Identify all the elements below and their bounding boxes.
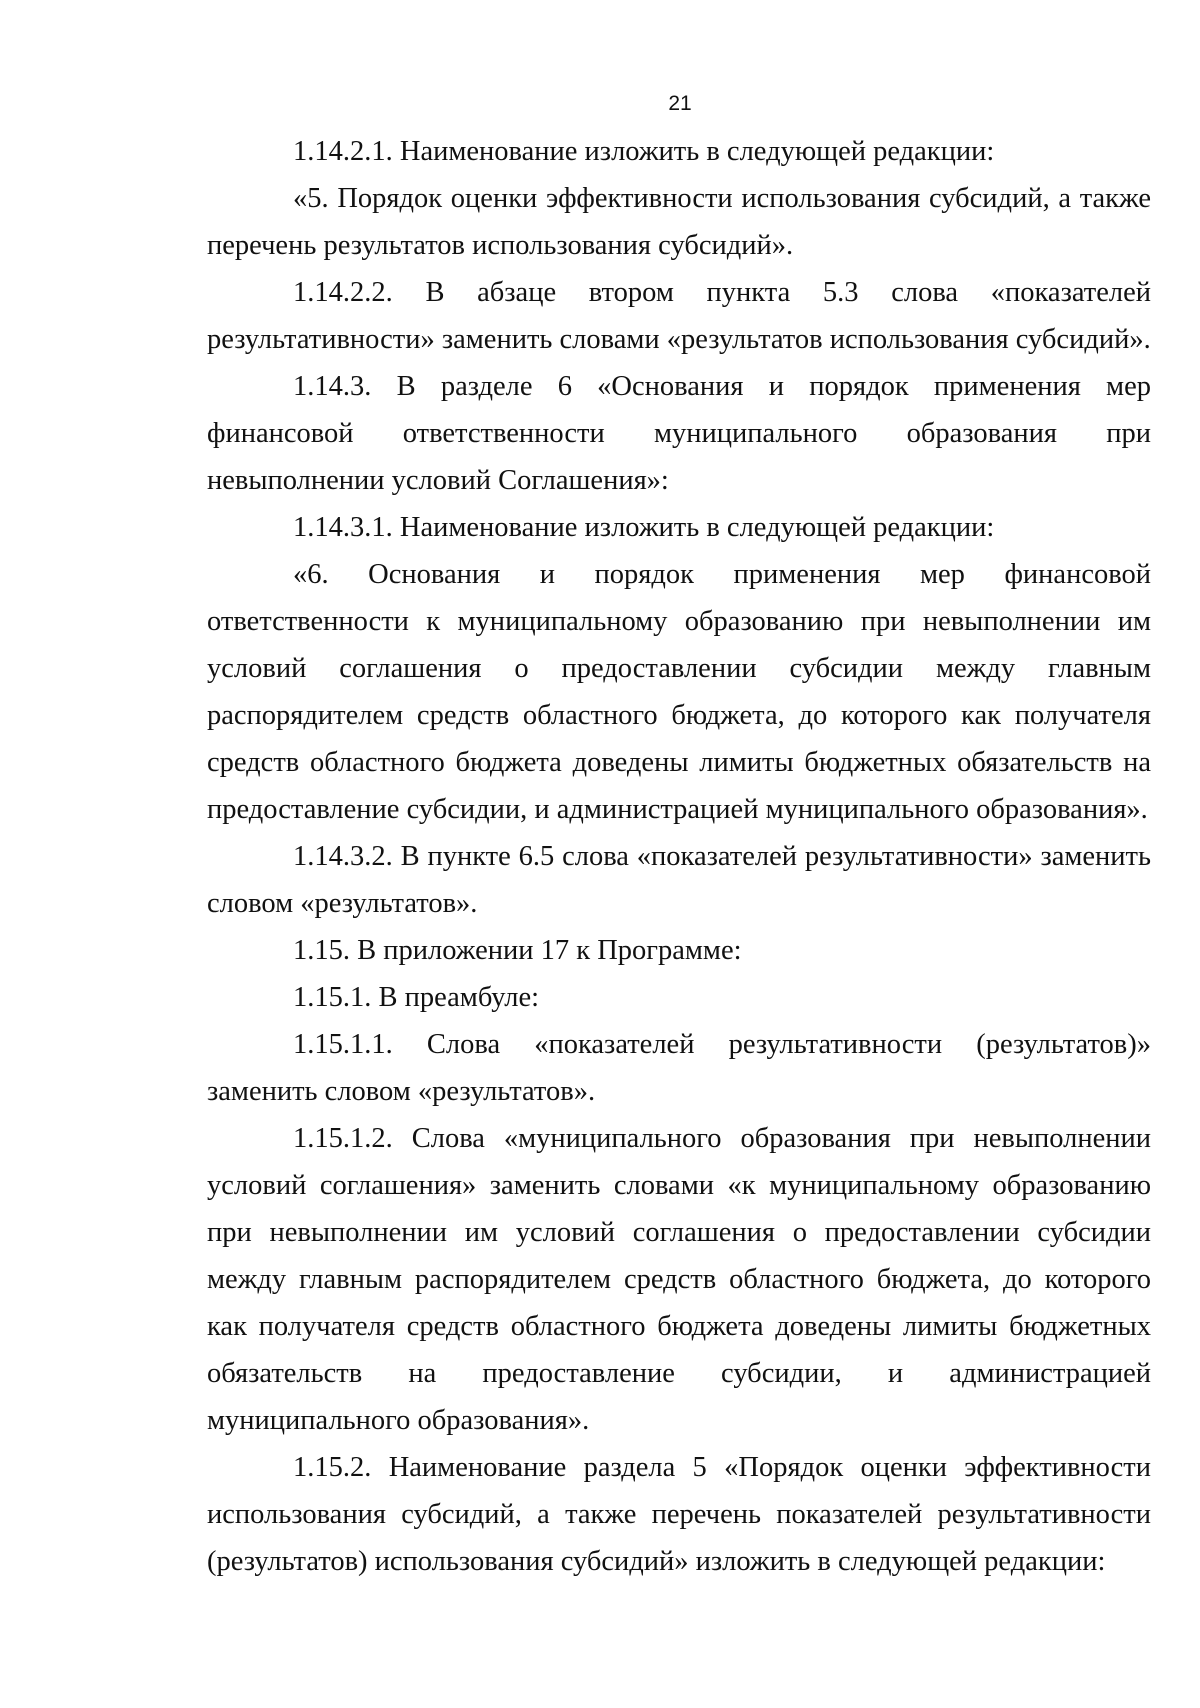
paragraph-1-14-3-2: 1.14.3.2. В пункте 6.5 слова «показателей результативности» заменить словом «результатов». [207, 841, 1151, 919]
paragraph-1-14-3-1: 1.14.3.1. Наименование изложить в следующей редакции: [293, 512, 995, 543]
paragraph-1-14-2-2: 1.14.2.2. В абзаце втором пункта 5.3 слова «показателей результативности» заменить словами «результатов использования субсидий». [207, 277, 1151, 355]
paragraph-section-5-title: «5. Порядок оценки эффективности использования субсидий, а также перечень результатов использования субсидий». [207, 183, 1151, 261]
paragraph-1-15-1-2: 1.15.1.2. Слова «муниципального образования при невыполнении условий соглашения» заменить словами «к муниципальному образованию при невыполнении им условий соглашения о предоставлении субсидии между главным распорядителем средств областного бюджета, до которого как получателя средств областного бюджета доведены лимиты бюджетных обязательств на предоставление субсидии, и администрацией муниципального образования». [207, 1123, 1151, 1436]
document-body [207, 128, 1151, 1585]
paragraph-1-15: 1.15. В приложении 17 к Программе: [293, 935, 742, 966]
paragraph-1-15-1: 1.15.1. В преамбуле: [293, 982, 540, 1013]
paragraph-1-14-3: 1.14.3. В разделе 6 «Основания и порядок применения мер финансовой ответственности муниципального образования при невыполнении условий Соглашения»: [207, 371, 1151, 496]
paragraph-1-14-2-1: 1.14.2.1. Наименование изложить в следующей редакции: [293, 136, 995, 167]
paragraph-section-6-title: «6. Основания и порядок применения мер финансовой ответственности к муниципальному образованию при невыполнении им условий соглашения о предоставлении субсидии между главным распорядителем средств областного бюджета, до которого как получателя средств областного бюджета доведены лимиты бюджетных обязательств на предоставление субсидии, и администрацией муниципального образования». [207, 559, 1151, 825]
paragraph-1-15-2: 1.15.2. Наименование раздела 5 «Порядок оценки эффективности использования субсидий, а также перечень показателей результативности (результатов) использования субсидий» изложить в следующей редакции: [207, 1452, 1151, 1577]
page-number: 21 [668, 92, 692, 115]
paragraph-1-15-1-1: 1.15.1.1. Слова «показателей результативности (результатов)» заменить словом «результатов». [207, 1029, 1151, 1107]
